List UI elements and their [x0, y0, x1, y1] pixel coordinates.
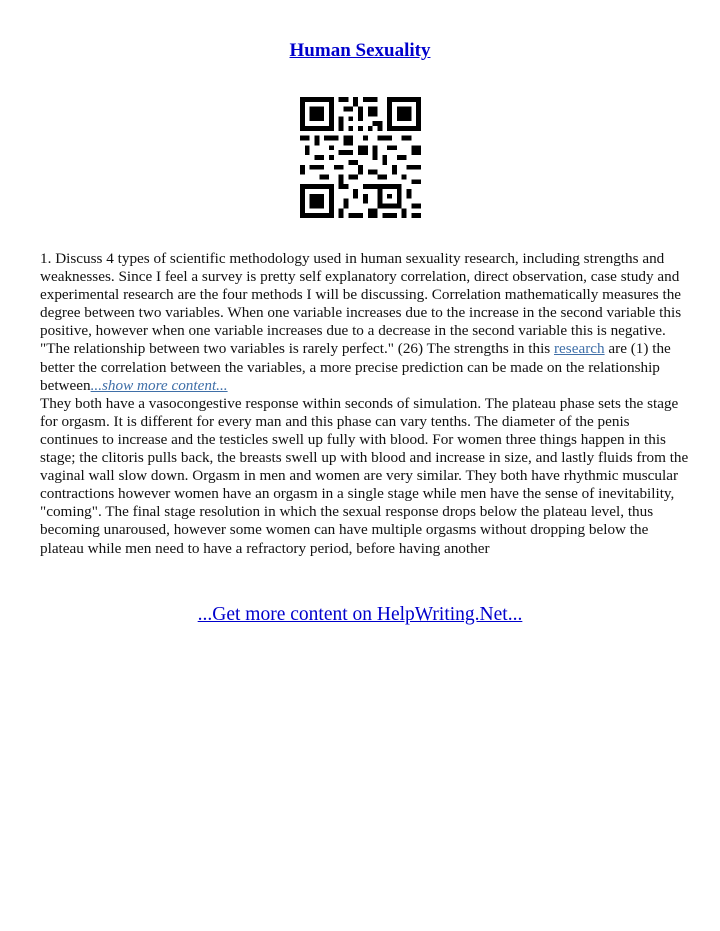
article-body	[40, 250, 690, 558]
paragraph-1-text-b: are (1) the better the correlation between the variables, a more precise prediction can be made on the relationship between	[40, 340, 671, 394]
research-link[interactable]: research	[554, 340, 605, 358]
title-link[interactable]: Human Sexuality	[289, 40, 431, 61]
paragraph-1-text-a: 1. Discuss 4 types of scientific methodology used in human sexuality research, including strengths and weaknesses. Since I feel a survey is pretty self explanatory correlation, direct observation, case study and experimental research are the four methods I will be discussing. Correlation mathematically measures the degree between two variables. When one variable increases due to the increase in the second variable this positive, however when one variable increases due to a decrease in the second variable this is negative. "The relationship between two variables is rarely perfect." (26) The strengths in this	[40, 250, 682, 358]
show-more-link[interactable]: ...show more content...	[90, 376, 228, 394]
page-title	[0, 40, 720, 62]
paragraph-1	[40, 250, 690, 395]
qr-code-icon	[300, 97, 421, 218]
cta-line	[0, 604, 720, 626]
paragraph-2: They both have a vasocongestive response within seconds of simulation. The plateau phase sets the stage for orgasm. It is different for every man and this phase can vary tenths. The diameter of the penis continues to increase and the testicles swell up fully with blood. For women three things happen in this stage; the clitoris pulls back, the breasts swell up with blood and increase in size, and lastly fluids from the vaginal wall slow down. Orgasm in men and women are very similar. They both have rhythmic muscular contractions however women have an orgasm in a single stage while men have the sense of inevitability, "coming". The final stage resolution in which the sexual response drops below the plateau level, thus becoming unaroused, however some women can have multiple orgasms without dropping below the plateau while men need to have a refractory period, before having another	[40, 394, 689, 557]
get-more-content-link[interactable]: ...Get more content on HelpWriting.Net...	[197, 604, 523, 625]
